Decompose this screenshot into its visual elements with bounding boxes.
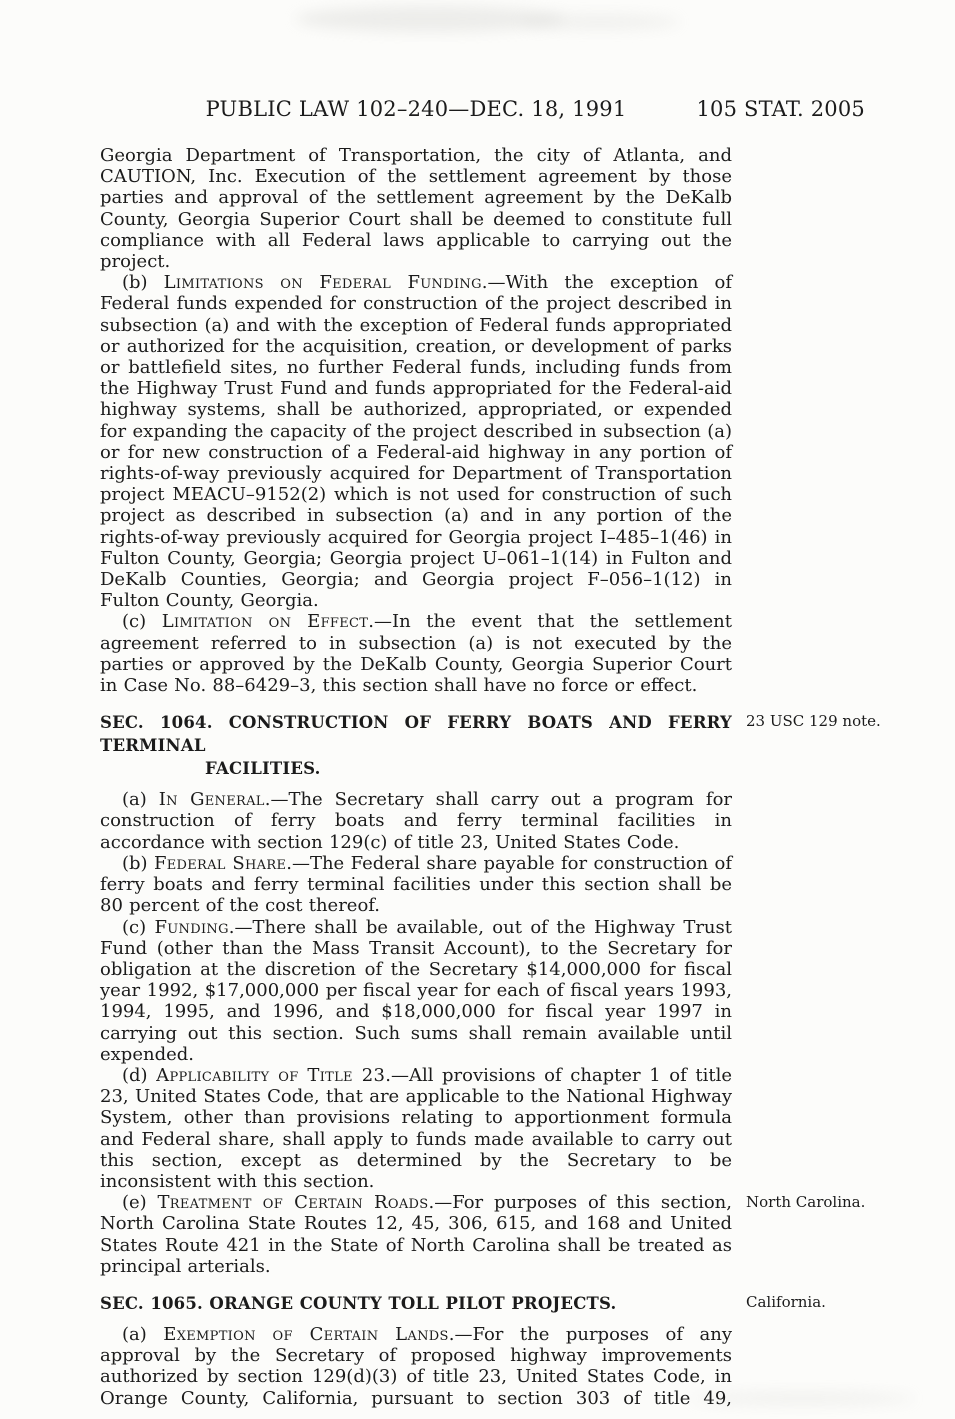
smallcaps-run: Exemption of Certain Lands bbox=[163, 1323, 449, 1345]
smallcaps-run: Applicability of Title 23 bbox=[156, 1064, 386, 1086]
paragraph bbox=[100, 145, 732, 272]
section-heading-line: FACILITIES. bbox=[205, 759, 321, 779]
text-run: .—With the exception of Federal funds expended for construction of the project described in subsection (a) and with the exception of Federal funds appropriated or authorized for the acquisition, creation, or development of parks or battlefield sites, no further Federal funds, including funds from the Highway Trust Fund and funds appropriated for the Federal-aid highway systems, shall be authorized, appropriated, or expended for expanding the capacity of the project described in subsection (a) or for new construction of a Federal-aid highway in any portion of rights-of-way previously acquired for Department of Transportation project MEACU–9152(2) which is not used for construction of such project as described in subsection (a) and in any portion of the rights-of-way previously acquired for Georgia project I–485–1(46) in Fulton County, Georgia; Georgia project U–061–1(14) in Fulton and DeKalb Counties, Georgia; and Georgia project F–056–1(12) in Fulton County, Georgia. bbox=[100, 272, 732, 612]
running-header bbox=[100, 96, 865, 122]
smallcaps-run: Federal Share bbox=[153, 852, 287, 874]
margin-note: 23 USC 129 note. bbox=[746, 712, 881, 731]
paragraph bbox=[100, 917, 732, 1065]
text-run: .—The Federal share payable for construction of ferry boats and ferry terminal facilities under this section shall be 80 percent of the cost thereof. bbox=[100, 852, 732, 917]
text-run: (b) bbox=[122, 852, 154, 874]
text-run: .—In the event that the settlement agreement referred to in subsection (a) is not executed by the parties or approved by the DeKalb County, Georgia Superior Court in Case No. 88–6429–3, this section shall have no force or effect. bbox=[100, 611, 732, 697]
text-run: (c) bbox=[122, 611, 162, 633]
law-title: PUBLIC LAW 102–240—DEC. 18, 1991 bbox=[205, 97, 627, 121]
text-run: .—For purposes of this section, North Carolina State Routes 12, 45, 306, 615, and 168 and United States Route 421 in the State of North Carolina shall be treated as principal arterials. bbox=[100, 1192, 732, 1277]
text-run: .—The Secretary shall carry out a program for construction of ferry boats and ferry terminal facilities in accordance with section 129(c) of title 23, United States Code. bbox=[100, 789, 733, 853]
paragraph bbox=[100, 272, 732, 611]
paragraph bbox=[100, 611, 732, 696]
text-run: Georgia Department of Transportation, the city of Atlanta, and CAUTION, Inc. Execution of the settlement agreement by those parties and approval of the settlement agreement by the DeKalb County, Georgia Superior Court shall be deemed to constitute full compliance with all Federal laws applicable to carrying out the project. bbox=[100, 145, 732, 273]
text-run: (b) bbox=[122, 272, 164, 294]
stat-page-number: 105 STAT. 2005 bbox=[696, 97, 865, 121]
text-run: (a) bbox=[122, 1323, 164, 1345]
section-heading bbox=[100, 1292, 826, 1315]
smallcaps-run: Funding bbox=[154, 916, 229, 938]
paragraph bbox=[100, 1192, 866, 1277]
text-run: .—For the purposes of any approval by the Secretary of proposed highway improvements authorized by section 129(d)(3) of title 23, United States Code, in Orange County, California, pursuant to section 303 of title 49, bbox=[100, 1323, 733, 1409]
paragraph bbox=[100, 789, 732, 853]
text-run: (e) bbox=[122, 1192, 158, 1214]
section-heading-line: SEC. 1065. ORANGE COUNTY TOLL PILOT PROJECTS. bbox=[100, 1293, 617, 1313]
section-heading-line: SEC. 1064. CONSTRUCTION OF FERRY BOATS AND FERRY TERMINAL bbox=[100, 713, 732, 756]
paragraph bbox=[100, 853, 732, 917]
scan-artifact bbox=[520, 14, 680, 30]
scan-artifact bbox=[295, 6, 565, 32]
smallcaps-run: Treatment of Certain Roads bbox=[157, 1192, 429, 1214]
margin-note: North Carolina. bbox=[746, 1193, 866, 1212]
text-run: (a) bbox=[122, 789, 159, 811]
section-heading bbox=[100, 711, 881, 780]
margin-note: California. bbox=[746, 1292, 826, 1311]
text-run: (c) bbox=[122, 916, 155, 938]
text-run: .—There shall be available, out of the Highway Trust Fund (other than the Mass Transit Account), to the Secretary for obligation at the discretion of the Secretary $14,000,000 for fiscal year 1992, $17,000,000 per fiscal year for each of fiscal years 1993, 1994, 1995, and 1996, and $18,000,000 for fiscal year 1997 in carrying out this section. Such sums shall remain available until expended. bbox=[100, 916, 732, 1065]
smallcaps-run: Limitations on Federal Funding bbox=[163, 272, 482, 294]
smallcaps-run: Limitation on Effect bbox=[161, 611, 369, 633]
text-run: .—All provisions of chapter 1 of title 23, United States Code, that are applicable to the National Highway System, other than provisions relating to apportionment formula and Federal share, shall apply to funds made available to carry out this section, except as determined by the Secretary to be inconsistent with this section. bbox=[100, 1064, 732, 1192]
text-run: (d) bbox=[122, 1064, 157, 1086]
paragraph bbox=[100, 1065, 732, 1192]
paragraph bbox=[100, 1324, 732, 1409]
smallcaps-run: In General bbox=[158, 789, 265, 811]
text-column bbox=[100, 145, 881, 1409]
